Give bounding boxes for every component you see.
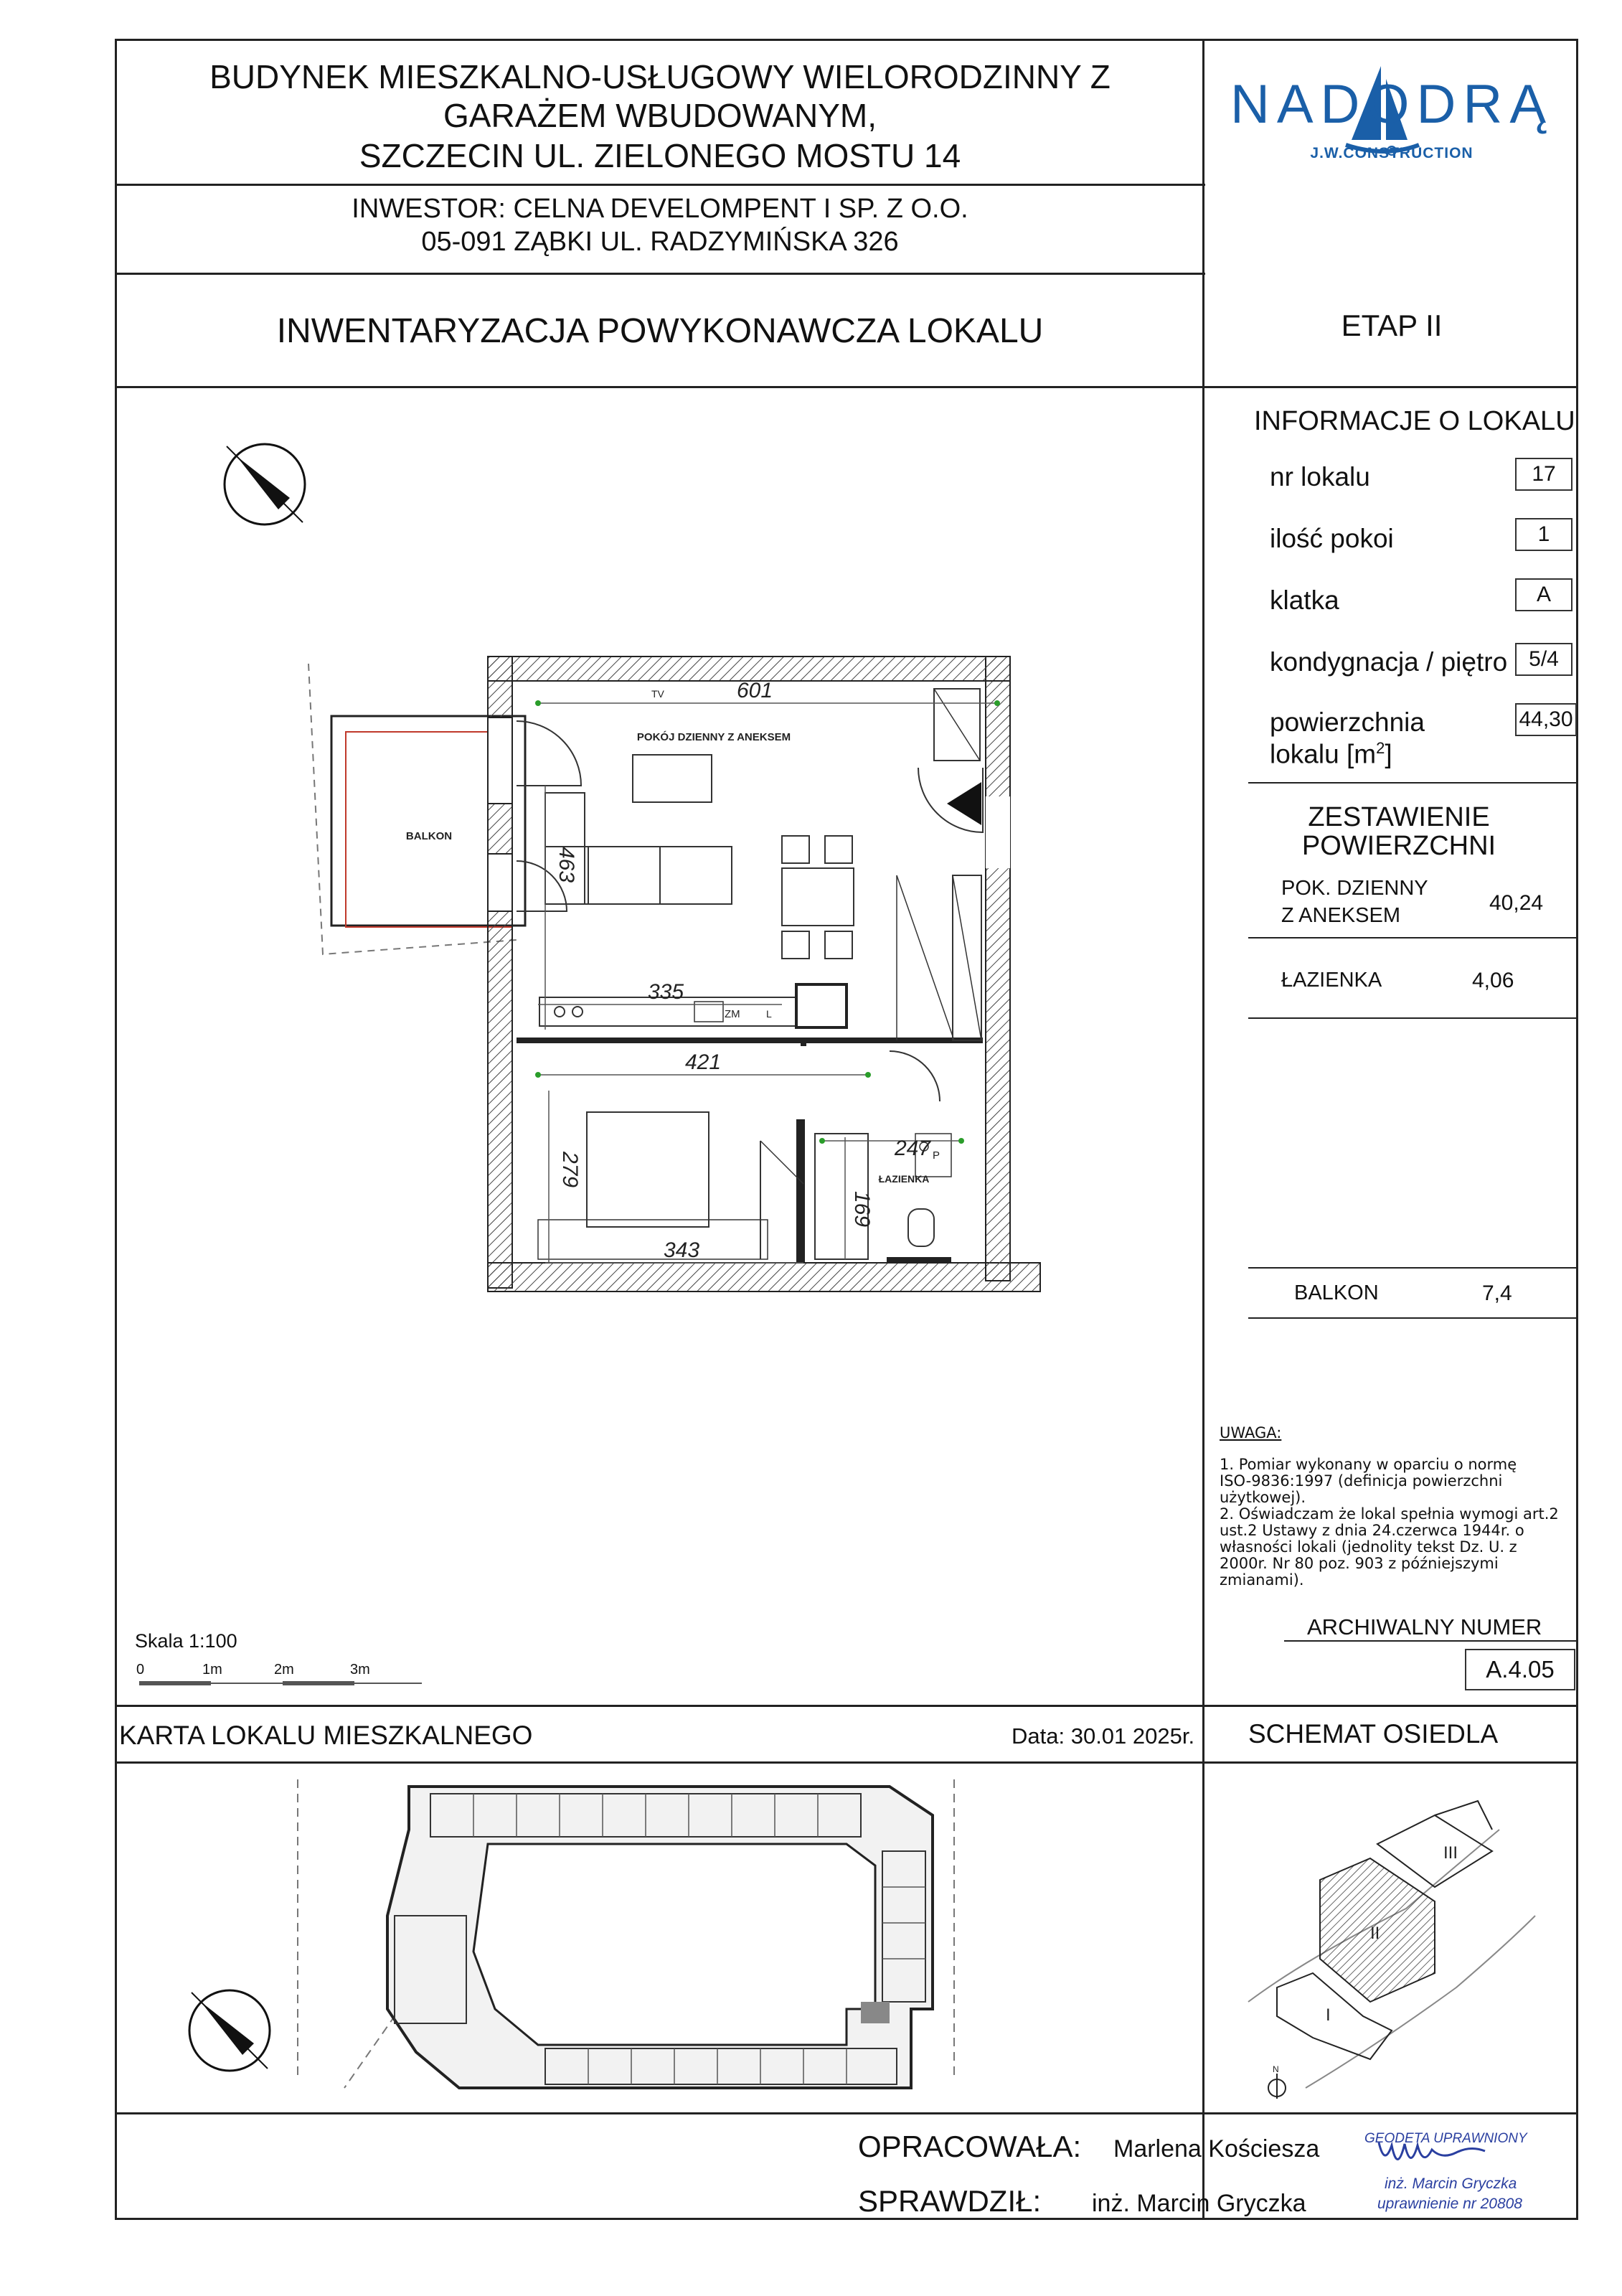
notes-line-5: ust.2 Ustawy z dnia 24.czerwca 1944r. o <box>1220 1522 1524 1539</box>
info-divider <box>1202 386 1204 2220</box>
site-label-3: III <box>1443 1843 1458 1863</box>
field-value-staircase: A <box>1515 578 1573 611</box>
field-label-staircase: klatka <box>1270 585 1339 615</box>
dim-343: 343 <box>663 1238 700 1262</box>
site-label-2: II <box>1370 1924 1380 1943</box>
field-value-rooms: 1 <box>1515 518 1573 551</box>
plan-label-p: P <box>933 1149 940 1162</box>
room1-area: 40,24 <box>1489 891 1544 915</box>
field-label-floor: kondygnacja / piętro <box>1270 647 1508 677</box>
scale-tick-0: 0 <box>136 1662 145 1678</box>
stage-label: ETAP II <box>1341 309 1443 342</box>
plan-label-bathroom: ŁAZIENKA <box>878 1173 930 1185</box>
summary-rule-1 <box>1248 937 1577 938</box>
area-label-line-2: lokalu $[m^2]$ <box>1270 739 1392 769</box>
logo-subtitle: J.W.CONSTRUCTION <box>1310 145 1474 161</box>
card-rule-top <box>115 1705 1578 1707</box>
stamp-line-2: inż. Marcin Gryczka <box>1385 2175 1517 2192</box>
card-date: Data: 30.01 2025r. <box>1012 1723 1195 1749</box>
north-label: N <box>1273 2064 1279 2074</box>
header-rule-3 <box>115 386 1578 388</box>
dim-279: 279 <box>558 1151 582 1188</box>
site-title: SCHEMAT OSIEDLA <box>1248 1719 1499 1749</box>
stamp-line-1: GEODETA UPRAWNIONY <box>1364 2131 1527 2146</box>
dim-463: 463 <box>555 846 578 883</box>
field-label-rooms: ilość pokoi <box>1270 524 1394 553</box>
balcony-area: 7,4 <box>1482 1281 1512 1305</box>
document-title: INWENTARYZACJA POWYKONAWCZA LOKALU <box>276 312 1044 350</box>
site-scheme <box>1220 1772 1578 2109</box>
area-label-line-1: powierzchnia <box>1270 707 1425 737</box>
notes-line-6: własności lokali (jednolity tekst Dz. U. z <box>1220 1538 1517 1556</box>
card-rule-bottom <box>115 1761 1578 1764</box>
notes-line-2: ISO-9836:1997 (definicja powierzchni <box>1220 1472 1503 1490</box>
floor-plan <box>301 631 1062 1313</box>
scale-tick-2: 2m <box>274 1662 294 1678</box>
investor-line-2: 05-091 ZĄBKI UL. RADZYMIŃSKA 326 <box>421 227 899 257</box>
plan-label-living: POKÓJ DZIENNY Z ANEKSEM <box>636 731 791 743</box>
archive-rule <box>1284 1640 1577 1642</box>
footer-rule <box>115 2112 1578 2114</box>
notes-line-7: 2000r. Nr 80 poz. 903 z późniejszymi <box>1220 1555 1499 1572</box>
project-title-3: SZCZECIN UL. ZIELONEGO MOSTU 14 <box>359 137 961 174</box>
archive-value: A.4.05 <box>1465 1649 1575 1690</box>
room1-name-2: Z ANEKSEM <box>1281 904 1400 927</box>
dim-601: 601 <box>736 679 773 702</box>
scale-tick-1: 1m <box>202 1662 222 1678</box>
notes-line-3: użytkowej). <box>1220 1489 1306 1506</box>
room2-area: 4,06 <box>1472 969 1514 992</box>
investor-line-1: INWESTOR: CELNA DEVELOMPENT I SP. Z O.O. <box>352 194 968 224</box>
logo-wordmark: NADODRĄ <box>1230 74 1554 135</box>
dim-421: 421 <box>684 1050 722 1074</box>
scale-label: Skala 1:100 <box>135 1630 237 1652</box>
project-title-1: BUDYNEK MIESZKALNO-USŁUGOWY WIELORODZINNY Z <box>209 58 1111 95</box>
summary-rule-3 <box>1248 1267 1577 1269</box>
notes-line-1: 1. Pomiar wykonany w oparciu o normę <box>1220 1456 1517 1473</box>
estate-plan <box>172 1772 997 2102</box>
plan-label-l: L <box>766 1008 772 1020</box>
north-arrow-icon <box>218 438 311 531</box>
summary-rule-top <box>1248 782 1577 784</box>
balcony-name: BALKON <box>1294 1281 1379 1304</box>
room2-name: ŁAZIENKA <box>1281 969 1382 992</box>
prepared-label: OPRACOWAŁA: <box>858 2130 1082 2163</box>
prepared-name: Marlena Kościesza <box>1113 2135 1320 2163</box>
summary-heading-2: POWIERZCHNI <box>1301 831 1496 861</box>
field-value-unit-number: 17 <box>1515 458 1573 491</box>
field-label-unit-number: nr lokalu <box>1270 462 1370 491</box>
checked-label: SPRAWDZIŁ: <box>858 2184 1042 2218</box>
checked-name: inż. Marcin Gryczka <box>1092 2190 1306 2217</box>
header-rule-1 <box>115 184 1205 186</box>
dim-335: 335 <box>647 980 684 1004</box>
summary-rule-4 <box>1248 1317 1577 1319</box>
card-title: KARTA LOKALU MIESZKALNEGO <box>119 1721 533 1750</box>
plan-label-balcony: BALKON <box>405 830 453 842</box>
dim-247: 247 <box>894 1137 931 1160</box>
project-title-2: GARAŻEM WBUDOWANYM, <box>443 97 877 134</box>
scale-bar <box>133 1662 435 1690</box>
summary-heading-1: ZESTAWIENIE <box>1308 802 1490 832</box>
summary-rule-2 <box>1248 1017 1577 1019</box>
plan-label-zm: ZM <box>725 1008 740 1020</box>
company-logo <box>1220 50 1564 172</box>
plan-label-tv: TV <box>651 688 664 700</box>
room1-name-1: POK. DZIENNY <box>1281 877 1428 900</box>
site-label-1: I <box>1326 2005 1331 2025</box>
info-heading: INFORMACJE O LOKALU <box>1254 406 1575 436</box>
surveyor-stamp <box>1363 2124 1571 2217</box>
archive-label: ARCHIWALNY NUMER <box>1307 1614 1542 1639</box>
notes-line-8: zmianami). <box>1220 1571 1304 1589</box>
scale-tick-3: 3m <box>350 1662 370 1678</box>
notes-title: UWAGA: <box>1220 1424 1282 1441</box>
area-value: 44,30 <box>1515 703 1577 736</box>
dim-169: 169 <box>850 1190 874 1228</box>
stamp-line-3: uprawnienie nr 20808 <box>1377 2196 1522 2212</box>
header-rule-2 <box>115 273 1205 275</box>
field-value-floor: 5/4 <box>1515 643 1573 676</box>
notes-line-4: 2. Oświadczam że lokal spełnia wymogi art.2 <box>1220 1505 1559 1523</box>
